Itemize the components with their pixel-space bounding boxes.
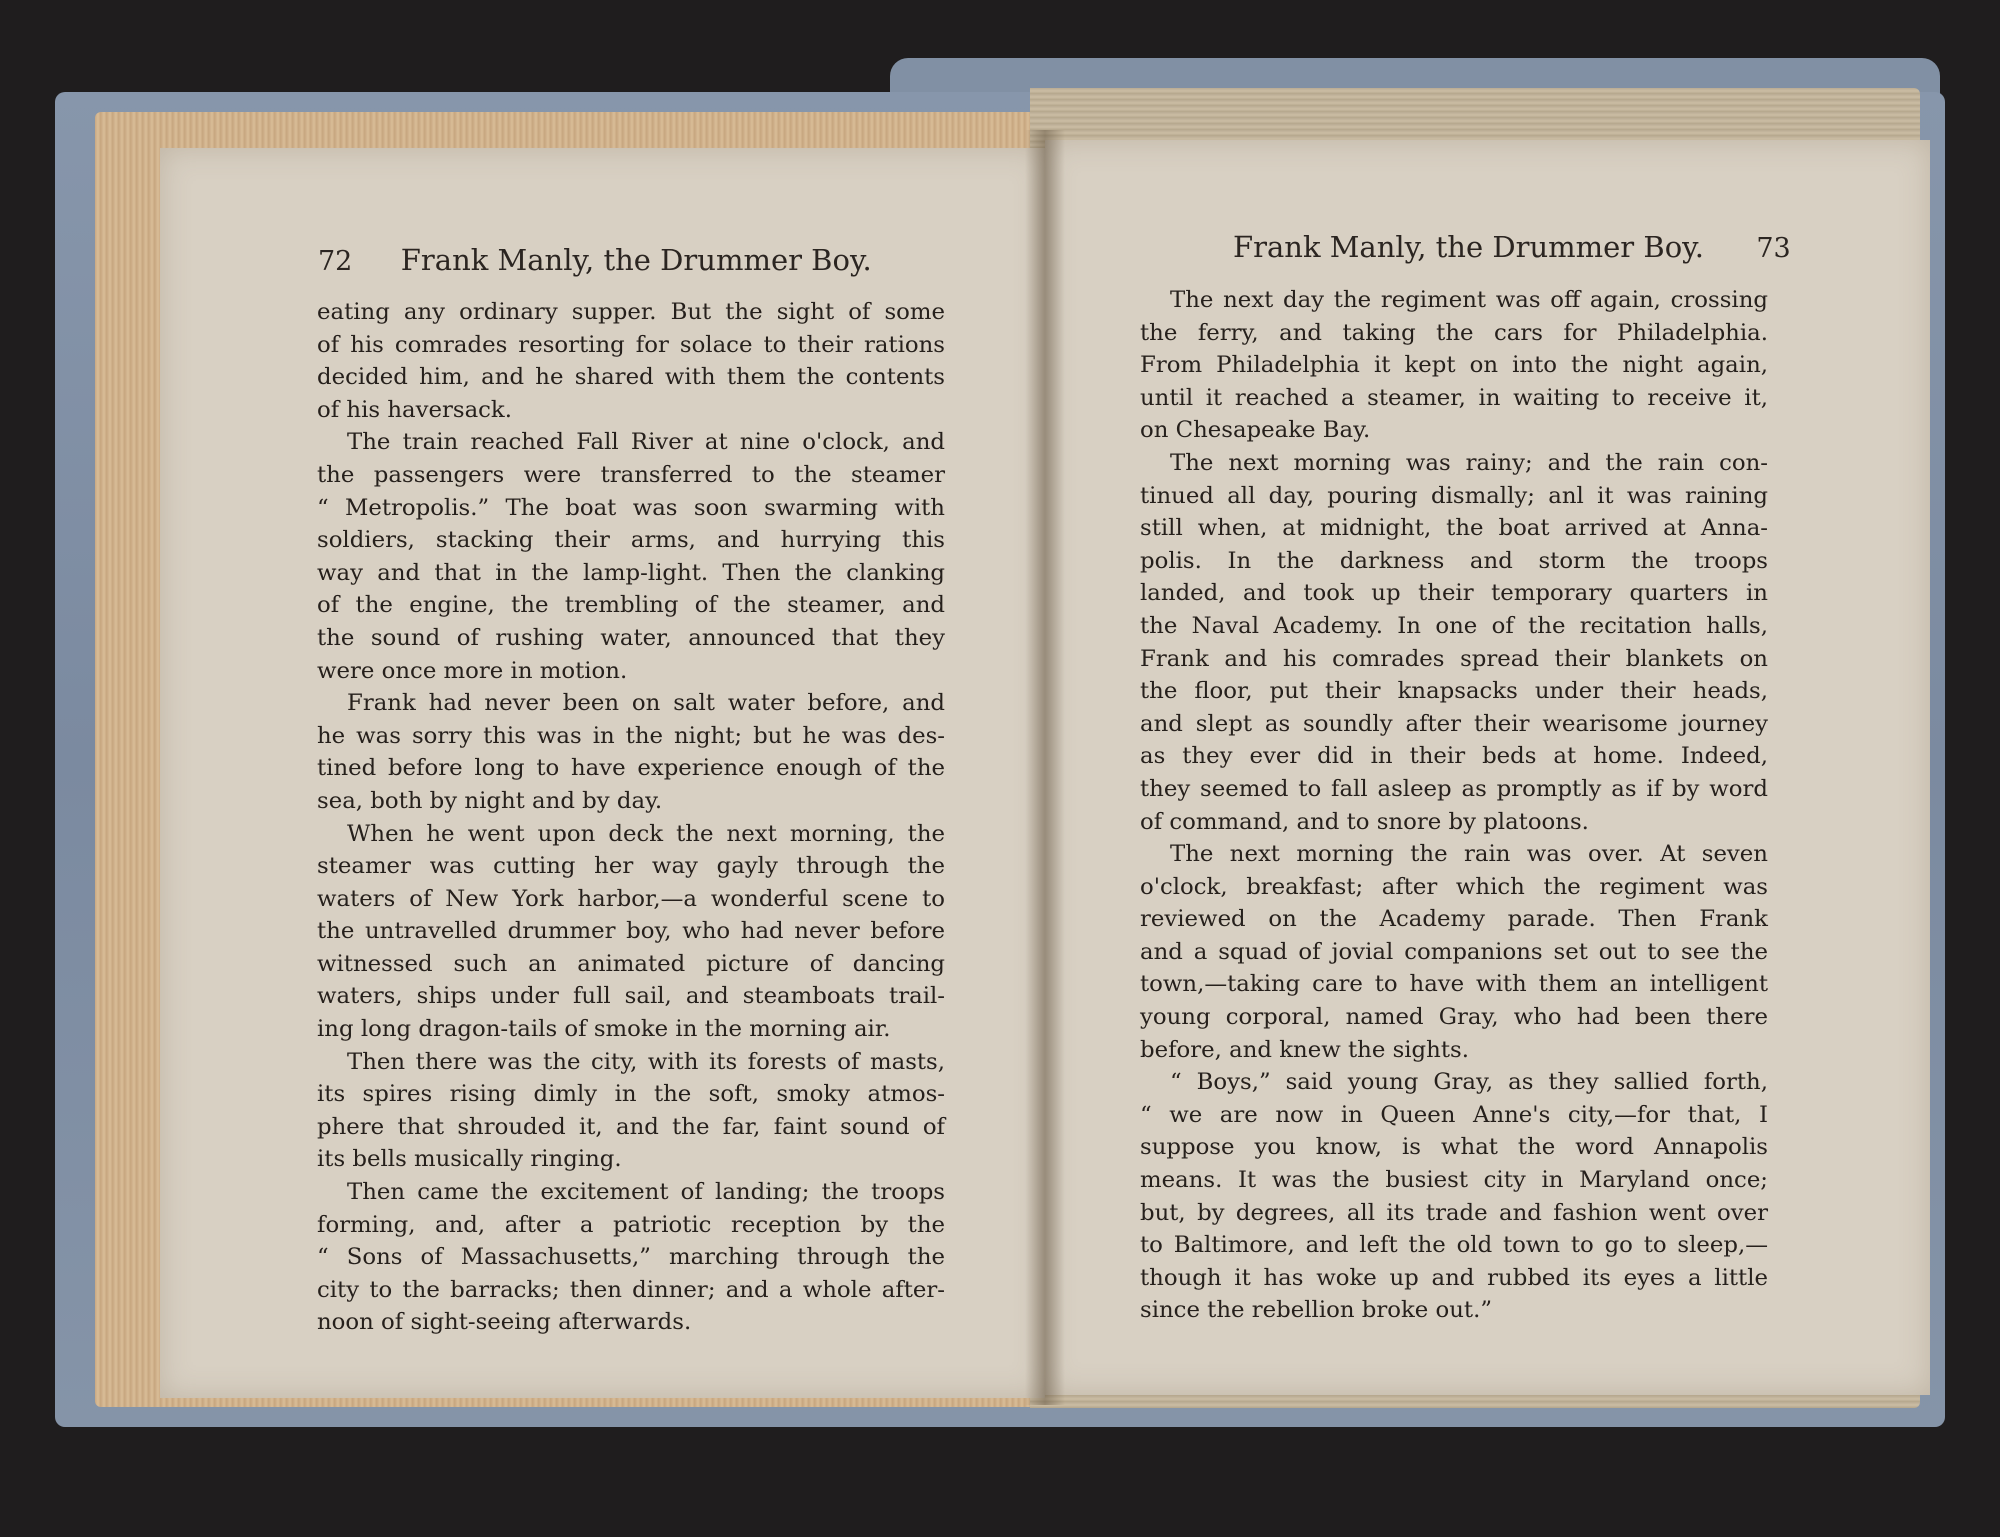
right-page-number: 73 [1756,233,1791,264]
text-line: “ we are now in Queen Anne's city,—for that, I [1140,1101,1768,1128]
text-line: The next day the regiment was off again, crossing [1170,287,1768,313]
text-line: forming, and, after a patriotic reception by the [317,1211,945,1238]
text-line: The next morning was rainy; and the rain con- [1170,449,1768,476]
text-line: Then there was the city, with its forests of masts, [347,1048,945,1075]
text-line: witnessed such an animated picture of dancing [317,950,945,977]
text-line: he was sorry this was in the night; but he was des- [317,722,945,749]
text-line: sea, both by night and by day. [317,787,663,814]
text-line: The train reached Fall River at nine o'clock, and [347,429,945,456]
text-line: Frank and his comrades spread their blankets on [1140,645,1768,672]
text-line: steamer was cutting her way gayly through the [317,853,945,880]
text-line: but, by degrees, all its trade and fashion went over [1140,1199,1768,1226]
text-line: ing long dragon-tails of smoke in the morning air. [317,1016,891,1043]
left-page-body [317,296,945,1339]
right-running-head: Frank Manly, the Drummer Boy. [1233,230,1704,264]
text-line: since the rebellion broke out.” [1140,1297,1492,1324]
text-line: the floor, put their knapsacks under their heads, [1140,678,1768,705]
text-line: “ Boys,” said young Gray, as they sallied forth, [1170,1069,1768,1096]
text-line: way and that in the lamp-light. Then the clanking [317,559,945,586]
text-line: and a squad of jovial companions set out to see the [1140,938,1768,965]
text-line: were once more in motion. [317,657,628,684]
text-line: The next morning the rain was over. At seven [1170,841,1768,868]
right-page-header [1233,230,1791,264]
text-line: “ Metropolis.” The boat was soon swarming with [317,494,945,521]
text-line: From Philadelphia it kept on into the night again, [1140,352,1768,379]
text-line: of command, and to snore by platoons. [1140,808,1589,835]
text-line: soldiers, stacking their arms, and hurrying this [317,527,945,554]
text-line: tinued all day, pouring dismally; anl it was raining [1140,482,1768,509]
text-line: of his haversack. [317,396,512,423]
text-line: to Baltimore, and left the old town to go to sleep,— [1140,1232,1768,1259]
text-line: polis. In the darkness and storm the troops [1140,547,1768,574]
text-line: before, and knew the sights. [1140,1036,1469,1063]
text-line: waters of New York harbor,—a wonderful scene to [317,885,945,912]
text-line: tined before long to have experience enough of the [317,755,945,782]
left-page-number: 72 [318,246,353,277]
text-line: of the engine, the trembling of the steamer, and [317,592,945,619]
text-line: the Naval Academy. In one of the recitation halls, [1140,612,1768,639]
text-line: its bells musically ringing. [317,1146,622,1173]
text-line: o'clock, breakfast; after which the regiment was [1140,873,1768,900]
text-line: landed, and took up their temporary quarters in [1140,580,1768,607]
right-page-body [1140,284,1768,1327]
text-line: eating any ordinary supper. But the sight of some [317,299,945,325]
text-line: means. It was the busiest city in Maryland once; [1140,1167,1768,1194]
text-line: and slept as soundly after their wearisome journey [1140,710,1768,737]
text-line: waters, ships under full sail, and steamboats trail- [317,983,945,1010]
text-line: young corporal, named Gray, who had been there [1140,1004,1768,1031]
left-page-header [318,243,872,277]
text-line: the ferry, and taking the cars for Philadelphia. [1140,319,1768,346]
text-line: phere that shrouded it, and the far, faint sound of [317,1113,945,1140]
text-line: “ Sons of Massachusetts,” marching through the [317,1244,945,1271]
text-line: they seemed to fall asleep as promptly as if by word [1140,775,1768,802]
text-line: its spires rising dimly in the soft, smoky atmos- [317,1081,945,1108]
text-line: the untravelled drummer boy, who had never before [317,918,945,945]
text-line: as they ever did in their beds at home. Indeed, [1140,743,1768,770]
text-line: When he went upon deck the next morning, the [347,820,945,847]
text-line: of his comrades resorting for solace to their rations [317,331,945,358]
text-line: still when, at midnight, the boat arrived at Anna- [1140,515,1768,542]
text-line: city to the barracks; then dinner; and a whole after- [317,1276,945,1303]
text-line: noon of sight-seeing afterwards. [317,1309,692,1336]
left-running-head: Frank Manly, the Drummer Boy. [400,243,872,277]
text-line: though it has woke up and rubbed its eyes a little [1140,1264,1768,1291]
text-line: decided him, and he shared with them the contents [317,364,945,391]
text-line: suppose you know, is what the word Annapolis [1140,1134,1768,1161]
text-line: until it reached a steamer, in waiting to receive it, [1140,384,1768,411]
text-line: town,—taking care to have with them an intelligent [1140,971,1768,998]
book-gutter [1025,130,1065,1405]
text-line: the sound of rushing water, announced that they [317,624,945,651]
text-line: on Chesapeake Bay. [1140,417,1371,444]
text-line: Then came the excitement of landing; the troops [347,1179,945,1206]
text-line: Frank had never been on salt water before, and [347,690,945,717]
text-line: reviewed on the Academy parade. Then Frank [1140,906,1768,933]
text-line: the passengers were transferred to the steamer [317,461,945,488]
